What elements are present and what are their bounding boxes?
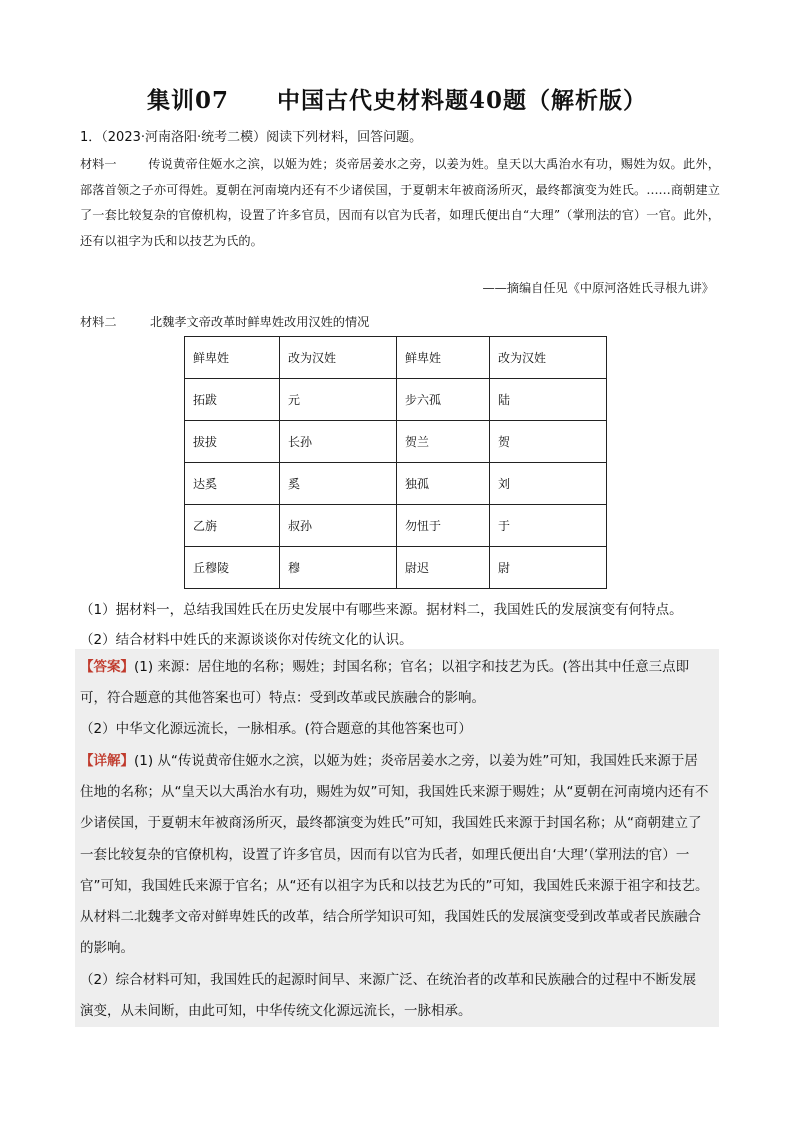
title-right: 中国古代史材料题40题（解析版） bbox=[277, 87, 648, 114]
detail-line: 的影响。 bbox=[80, 940, 134, 956]
table-row bbox=[185, 547, 607, 589]
detail-line: 演变，从未间断，由此可知，中华传统文化源远流长，一脉相承。 bbox=[80, 1003, 472, 1019]
table-cell: 拔拔 bbox=[185, 421, 280, 463]
material-2-caption: 北魏孝文帝改革时鲜卑姓改用汉姓的情况 bbox=[150, 315, 370, 329]
material-2-label: 材料二 bbox=[80, 315, 117, 329]
material-1-source: ——摘编自任见《中原河洛姓氏寻根九讲》 bbox=[482, 281, 714, 295]
table-header: 改为汉姓 bbox=[490, 337, 607, 379]
material-2-caption-line bbox=[80, 313, 369, 330]
sub-question-2: （2）结合材料中姓氏的来源谈谈你对传统文化的认识。 bbox=[80, 632, 413, 648]
material-1-label: 材料一 bbox=[80, 157, 117, 171]
question-header: 1．（2023·河南洛阳·统考二模）阅读下列材料，回答问题。 bbox=[80, 130, 423, 145]
detail-tag: 【详解】 bbox=[80, 753, 134, 769]
table-row bbox=[185, 379, 607, 421]
table-cell: 达奚 bbox=[185, 463, 280, 505]
table-cell: 勿忸于 bbox=[397, 505, 490, 547]
table-cell: 刘 bbox=[490, 463, 607, 505]
material-1 bbox=[80, 152, 720, 254]
table-cell: 独孤 bbox=[397, 463, 490, 505]
table-header: 改为汉姓 bbox=[280, 337, 397, 379]
detail-line: 住地的名称；从“皇天以大禹治水有功，赐姓为奴”可知，我国姓氏来源于赐姓；从“夏朝在河南境内还有不 bbox=[80, 784, 709, 800]
table-cell: 步六孤 bbox=[397, 379, 490, 421]
table-row bbox=[185, 505, 607, 547]
detail-line: 一套比较复杂的官僚机构，设置了许多官员，因而有以官为氏者，如理氏便出自‘大理’（掌刑法的官）一 bbox=[80, 847, 690, 863]
table-cell: 元 bbox=[280, 379, 397, 421]
table-header: 鲜卑姓 bbox=[185, 337, 280, 379]
table-cell: 贺 bbox=[490, 421, 607, 463]
surname-table bbox=[184, 336, 607, 589]
table-cell: 乙旃 bbox=[185, 505, 280, 547]
sub-question-1: （1）据材料一，总结我国姓氏在历史发展中有哪些来源。据材料二，我国姓氏的发展演变有何特点。 bbox=[80, 602, 683, 618]
detail-line: 少诸侯国，于夏朝末年被商汤所灭，最终都演变为姓氏”可知，我国姓氏来源于封国名称；从“商朝建立了 bbox=[80, 815, 702, 831]
table-cell: 丘穆陵 bbox=[185, 547, 280, 589]
answer-tag: 【答案】 bbox=[80, 659, 134, 675]
table-row bbox=[185, 463, 607, 505]
table-cell: 奚 bbox=[280, 463, 397, 505]
answer-line: 可，符合题意的其他答案也可）特点：受到改革或民族融合的影响。 bbox=[80, 690, 485, 706]
answer-line: （2）中华文化源远流长，一脉相承。(符合题意的其他答案也可） bbox=[80, 721, 472, 737]
table-cell: 于 bbox=[490, 505, 607, 547]
table-cell: 长孙 bbox=[280, 421, 397, 463]
table-header-row bbox=[185, 337, 607, 379]
page-title bbox=[0, 82, 794, 115]
table-cell: 陆 bbox=[490, 379, 607, 421]
title-left: 集训07 bbox=[146, 87, 229, 114]
table-row bbox=[185, 421, 607, 463]
material-1-text: 传说黄帝住姬水之滨，以姬为姓；炎帝居姜水之旁，以姜为姓。皇天以大禹治水有功，赐姓为奴。此外，部落首领之子亦可得姓。夏朝在河南境内还有不少诸侯国，于夏朝末年被商汤所灭，最终都演变为姓氏。……商朝建立了一套比较复杂的官僚机构，设置了许多官员，因而有以官为氏者，如理氏便出自“大理”（掌刑法的官）一官。此外，还有以祖字为氏和以技艺为氏的。 bbox=[80, 157, 720, 248]
table-cell: 叔孙 bbox=[280, 505, 397, 547]
detail-line: （2）综合材料可知，我国姓氏的起源时间早、来源广泛、在统治者的改革和民族融合的过程中不断发展 bbox=[80, 972, 697, 988]
detail-line: 官”可知，我国姓氏来源于官名；从“还有以祖字为氏和以技艺为氏的”可知，我国姓氏来源于祖字和技艺。 bbox=[80, 878, 709, 894]
table-cell: 贺兰 bbox=[397, 421, 490, 463]
table-cell: 拓跋 bbox=[185, 379, 280, 421]
detail-line: 从材料二北魏孝文帝对鲜卑姓氏的改革，结合所学知识可知，我国姓氏的发展演变受到改革或者民族融合 bbox=[80, 909, 701, 925]
table-cell: 穆 bbox=[280, 547, 397, 589]
detail-line: 【详解】(1) 从“传说黄帝住姬水之滨，以姬为姓；炎帝居姜水之旁，以姜为姓”可知，我国姓氏来源于居 bbox=[80, 753, 698, 769]
table-cell: 尉 bbox=[490, 547, 607, 589]
answer-line: 【答案】(1) 来源：居住地的名称；赐姓；封国名称；官名；以祖字和技艺为氏。(答出其中任意三点即 bbox=[80, 659, 690, 675]
table-header: 鲜卑姓 bbox=[397, 337, 490, 379]
table-cell: 尉迟 bbox=[397, 547, 490, 589]
